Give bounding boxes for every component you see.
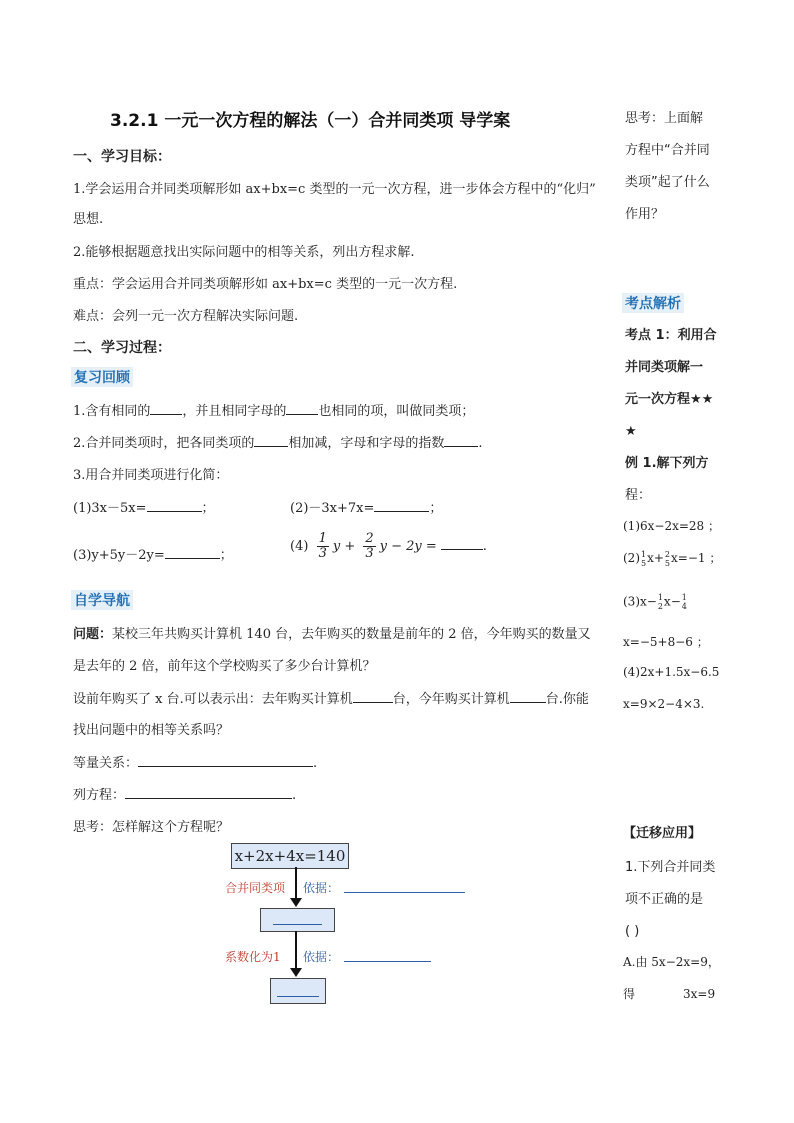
blank [286, 402, 318, 415]
equation-line: 列方程： . [73, 788, 297, 803]
difficulty-point: 难点：会列一元一次方程解决实际问题. [73, 309, 299, 324]
blank [147, 499, 202, 512]
problem-line-2: 是去年的 2 倍，前年这个学校购买了多少台计算机？ [73, 659, 376, 674]
flow-basis-2-blank [344, 961, 431, 962]
simplify-1: (1)3x－5x= ； [73, 501, 215, 516]
review-label: 复习回顾 [71, 367, 133, 387]
section-heading-goals: 一、学习目标： [73, 149, 171, 165]
flow-basis-1-label: 依据： [303, 881, 340, 895]
arrowhead-icon [290, 968, 302, 977]
flow-step-combine: 合并同类项 [225, 881, 286, 895]
goal-1-line-1: 1.学会运用合并同类项解形如 ax+bx=c 类型的一元一次方程，进一步体会方程中的“化归” [73, 182, 596, 197]
blank [374, 499, 429, 512]
flow-result-box-1 [260, 908, 335, 932]
sidebar-ex-4-line-2: x=9×2−4×3. [623, 697, 705, 711]
flow-basis-1-blank [344, 892, 465, 893]
arrowhead-icon [290, 898, 302, 907]
simplify-3: (3)y+5y－2y= ； [73, 548, 233, 563]
blank [254, 434, 288, 447]
flow-step-coefficient: 系数化为1 [225, 950, 281, 964]
key-point: 重点：学会运用合并同类项解形如 ax+bx=c 类型的一元一次方程. [73, 277, 458, 292]
flow-arrow-2 [295, 931, 297, 969]
sidebar-option-a-line-1: A.由 5x−2x=9， [623, 955, 720, 969]
review-question-2: 2.合并同类项时，把各同类项的 相加减，字母和字母的指数 . [73, 436, 483, 451]
flow-equation-box [231, 843, 349, 869]
flow-equation: x+2x+4x=140 [234, 847, 346, 865]
simplify-4: (4) $\frac{1}{3}$ y + $\frac{2}{3}$ y − 2y = . [290, 531, 487, 561]
sidebar-ex-3-line-1: (3)x− 1 2 x− 1 4 [623, 593, 687, 611]
sidebar-think: 思考：上面解 方程中“合并同 类项”起了什么 作用？ [625, 111, 710, 222]
sidebar-example-1: 例 1.解下列方 程： [625, 456, 709, 503]
fraction-two-thirds: $\frac{2}{3}$ [365, 531, 374, 561]
blank [165, 546, 220, 559]
flow-result-box-2 [270, 978, 326, 1004]
blank [441, 537, 483, 550]
sidebar-ex-4-line-1: (4)2x+1.5x−6.5 [623, 665, 720, 679]
sidebar-transfer-label: 【迁移应用】 [623, 826, 702, 841]
fraction-one-third: $\frac{1}{3}$ [318, 531, 327, 561]
equal-relation: 等量关系： . [73, 756, 318, 771]
sidebar-option-a-line-2: 得 3x=9 [623, 987, 716, 1001]
setup-line-2: 找出问题中的相等关系吗？ [73, 723, 230, 738]
blank [277, 996, 319, 997]
sidebar-ex-1: (1)6x−2x=28 ； [623, 519, 720, 533]
think-question: 思考：怎样解这个方程呢？ [73, 820, 230, 835]
flow-arrow-1 [295, 867, 297, 899]
setup-line-1: 设前年购买了 x 台.可以表示出：去年购买计算机 台，今年购买计算机 台.你能 [73, 692, 589, 707]
review-question-3: 3.用合并同类项进行化简： [73, 468, 229, 483]
sidebar-analysis-label: 考点解析 [622, 293, 684, 313]
review-question-1: 1.含有相同的 ，并且相同字母的 也相同的项，叫做同类项； [73, 404, 475, 419]
sidebar-ex-2: (2) 1 5 x+ 2 5 x=−1 ； [623, 549, 722, 568]
blank [510, 690, 546, 703]
page-title: 3.2.1 一元一次方程的解法（一）合并同类项 导学案 [110, 111, 511, 131]
problem-line-1: 问题：某校三年共购买计算机 140 台，去年购买的数量是前年的 2 倍，今年购买的数量又 [73, 627, 591, 642]
blank [138, 754, 313, 767]
self-study-label: 自学导航 [71, 590, 133, 610]
sidebar-point-1: 考点 1：利用合 并同类项解一 元一次方程★★ ★ [625, 328, 717, 439]
goal-1-line-2: 思想. [73, 212, 104, 227]
blank [273, 924, 322, 925]
sidebar-ex-3-line-2: x=−5+8−6 ； [623, 635, 709, 649]
section-heading-process: 二、学习过程： [73, 340, 171, 356]
sidebar-transfer-q1: 1.下列合并同类 项不正确的是 ( ) [625, 860, 716, 939]
goal-2: 2.能够根据题意找出实际问题中的相等关系，列出方程求解. [73, 245, 415, 260]
simplify-2: (2)－3x+7x= ； [290, 501, 443, 516]
blank [353, 690, 393, 703]
blank [125, 786, 292, 799]
blank [444, 434, 478, 447]
flow-basis-2-label: 依据： [303, 950, 340, 964]
blank [150, 402, 182, 415]
